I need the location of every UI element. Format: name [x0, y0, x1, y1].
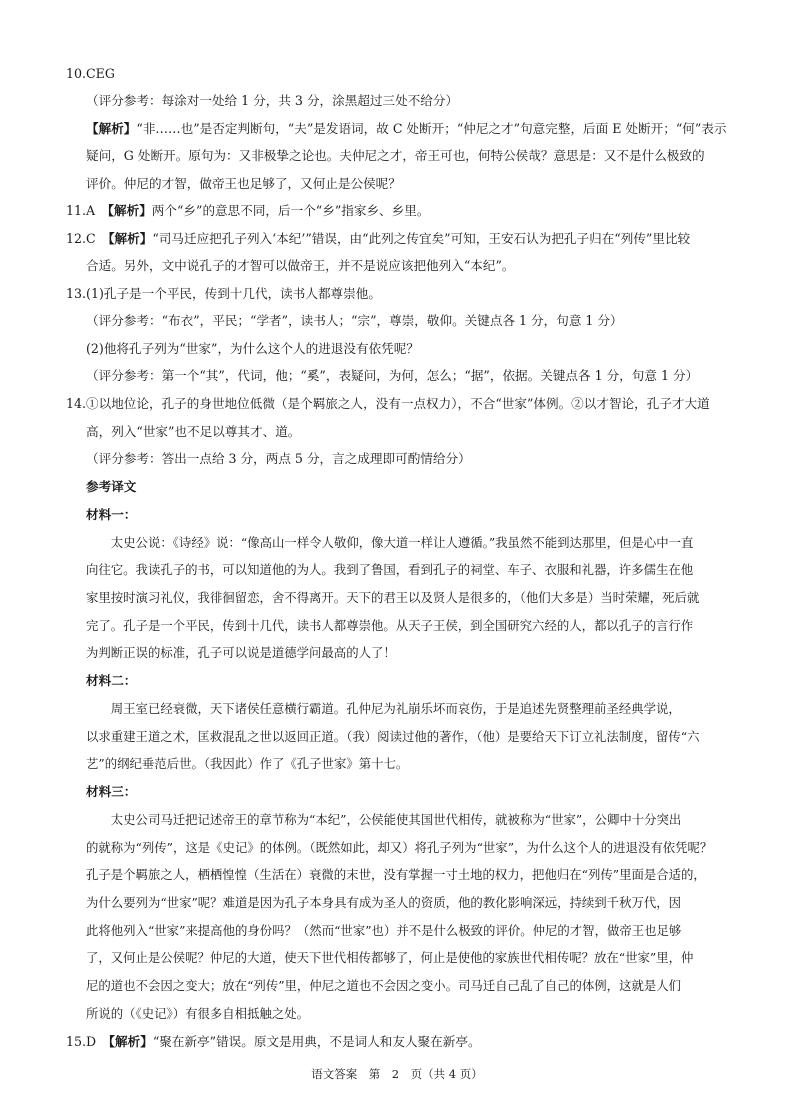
material-3-line: 为什么要列为“世家”呢？难道是因为孔子本身具有成为圣人的资质，他的教化影响深远，持续到千秋万代，因 — [86, 895, 682, 910]
q10-analysis-line-2: 疑问，G 处断开。原句为：又非极挚之论也。夫仲尼之才，帝王可也，何特公侯哉？意思是：又不是什么极致的 — [86, 148, 705, 163]
q12-answer — [66, 231, 690, 247]
material-1-line: 家里按时演习礼仪，我徘徊留恋，舍不得离开。天下的君王以及贤人是很多的，（他们大多是）当时荣耀，死后就 — [86, 590, 700, 605]
q15-text: “聚在新亭”错误。原文是用典，不是词人和友人聚在新亭。 — [152, 1034, 481, 1049]
material-2-heading: 材料二： — [86, 673, 137, 688]
q12-prefix: 12.C — [66, 231, 109, 246]
q10-analysis-line-3: 评价。仲尼的才智，做帝王也足够了，又何止是公侯呢？ — [86, 176, 401, 191]
analysis-text: “非……也”是否定判断句，“夫”是发语词，故 C 处断开；“仲尼之才”句意完整，后面 E 处断开；“何”表示 — [136, 121, 727, 136]
analysis-label: 【解析】 — [107, 203, 152, 218]
material-3-line: 尼的道也不会因之变大；放在“列传”里，仲尼之道也不会因之变小。司马迁自己乱了自己的体例，这就是人们 — [86, 978, 682, 993]
q13-scoring-1: （评分参考：“布衣”，平民；“学者”，读书人；“宗”，尊崇，敬仰。关键点各 1 分，句意 1 分） — [86, 313, 623, 328]
material-1-heading: 材料一： — [86, 507, 137, 522]
q11-text: 两个“乡”的意思不同，后一个“乡”指家乡、乡里。 — [151, 203, 430, 218]
page-footer: 语文答案 第 2 页（共 4 页） — [311, 1067, 483, 1081]
analysis-label: 【解析】 — [86, 121, 137, 136]
q13-scoring-2: （评分参考：第一个“其”，代词，他；“奚”，表疑问，为何，怎么；“据”，依据。关键点各 1 分，句意 1 分） — [86, 368, 699, 383]
q12-text-line-2: 合适。另外，文中说孔子的才智可以做帝王，并不是说应该把他列入“本纪”。 — [86, 258, 515, 273]
material-2-line: 周王室已经衰微，天下诸侯任意横行霸道。孔仲尼为礼崩乐坏而哀伤，于是追述先贤整理前圣经典学说， — [86, 701, 681, 716]
material-1-line: 太史公说：《诗经》说：“像高山一样令人敬仰，像大道一样让人遵循。”我虽然不能到达那里，但是心中一直 — [86, 535, 694, 550]
q14-scoring: （评分参考：答出一点给 3 分，两点 5 分，言之成理即可酌情给分） — [86, 451, 471, 466]
analysis-label: 【解析】 — [108, 231, 153, 246]
material-3-line: 所说的（《史记》）有很多自相抵触之处。 — [86, 1006, 310, 1021]
material-3-line: 孔子是个羁旅之人，栖栖惶惶（生活在）衰微的末世，没有掌握一寸土地的权力，把他归在“列传”里面是合适的， — [86, 867, 706, 882]
q13-part-1: 13.(1)孔子是一个平民，传到十几代，读书人都尊崇他。 — [66, 286, 381, 301]
q15-answer — [66, 1034, 481, 1050]
q10-answer: 10.CEG — [66, 66, 115, 81]
q10-analysis-line-1 — [86, 121, 726, 137]
material-3-line: 的就称为“列传”，这是《史记》的体例。（既然如此，却又）将孔子列为“世家”，为什么这个人的进退没有依凭呢？ — [86, 840, 713, 855]
q14-line-2: 高，列入“世家”也不足以尊其才、道。 — [86, 424, 301, 439]
material-3-line: 了，又何止是公侯呢？仲尼的大道，使天下世代相传都够了，何止是使他的家族世代相传呢？放在“世家”里，仲 — [86, 950, 694, 965]
material-1-line: 完了。孔子是一个平民，传到十几代，读书人都尊崇他。从天子王侯，到全国研究六经的人，都以孔子的言行作 — [86, 618, 694, 633]
material-1-line: 向往它。我读孔子的书，可以知道他的为人。我到了鲁国，看到孔子的祠堂、车子、衣服和礼器，许多儒生在他 — [86, 562, 694, 577]
material-2-line: 以求重建王道之术，匡救混乱之世以返回正道。（我）阅读过他的著作，（他）是要给天下订立礼法制度，留传“六 — [86, 729, 700, 744]
q11-answer — [66, 203, 429, 219]
q13-part-2: (2)他将孔子列为“世家”，为什么这个人的进退没有依凭呢？ — [86, 341, 419, 356]
q10-scoring: （评分参考：每涂对一处给 1 分，共 3 分，涂黑超过三处不给分） — [86, 93, 459, 108]
material-2-line: 艺”的纲纪垂范后世。（我因此）作了《孔子世家》第十七。 — [86, 756, 409, 771]
translation-heading: 参考译文 — [86, 479, 137, 494]
material-3-heading: 材料三： — [86, 784, 137, 799]
q14-line-1: 14.①以地位论，孔子的身世地位低微（是个羁旅之人，没有一点权力），不合“世家”体例。②以才智论，孔子才大道 — [66, 396, 710, 411]
analysis-label: 【解析】 — [108, 1034, 153, 1049]
q11-prefix: 11.A — [66, 203, 108, 218]
material-3-line: 太史公司马迁把记述帝王的章节称为“本纪”，公侯能使其国世代相传，就被称为“世家”，公卿中十分突出 — [86, 812, 682, 827]
material-1-line: 为判断正误的标准，孔子可以说是道德学问最高的人了！ — [86, 645, 396, 660]
q12-text-line-1: “司马迁应把孔子列入‘本纪’”错误，由“此列之传宜矣”可知，王安石认为把孔子归在“列传”里比较 — [152, 231, 691, 246]
material-3-line: 此将他列入“世家”来提高他的身份吗？（然而“世家”也）并不是什么极致的评价。仲尼的才智，做帝王也足够 — [86, 923, 682, 938]
q15-prefix: 15.D — [66, 1034, 109, 1049]
